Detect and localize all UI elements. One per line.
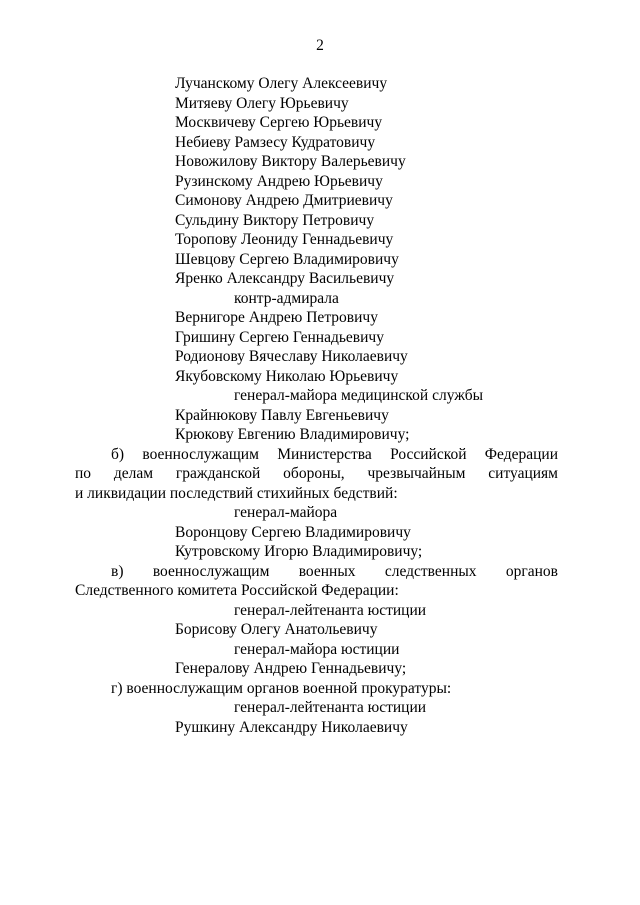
section-b-heading: б) военнослужащим Министерства Российской Федерации xyxy=(111,446,558,463)
awardee-name: Борисову Олегу Анатольевичу xyxy=(175,621,378,638)
awardee-name: Шевцову Сергею Владимировичу xyxy=(175,251,399,268)
awardee-name: Новожилову Виктору Валерьевичу xyxy=(175,153,406,170)
section-g-heading: г) военнослужащим органов военной прокуратуры: xyxy=(111,680,452,697)
awardee-name: Кутровскому Игорю Владимировичу; xyxy=(175,543,423,560)
section-v-heading: Следственного комитета Российской Федерации: xyxy=(75,582,399,599)
awardee-name: Москвичеву Сергею Юрьевичу xyxy=(175,114,383,131)
awardee-name: Генералову Андрею Геннадьевичу; xyxy=(175,660,407,677)
awardee-name: Вернигоре Андрею Петровичу xyxy=(175,309,378,326)
awardee-name: Рушкину Александру Николаевичу xyxy=(175,719,408,736)
awardee-name: Якубовскому Николаю Юрьевичу xyxy=(175,368,399,385)
rank-heading: генерал-лейтенанта юстиции xyxy=(234,699,427,716)
awardee-name: Сульдину Виктору Петровичу xyxy=(175,212,375,229)
awardee-name: Воронцову Сергею Владимировичу xyxy=(175,524,411,541)
awardee-name: Митяеву Олегу Юрьевичу xyxy=(175,95,349,112)
rank-heading: генерал-майора медицинской службы xyxy=(234,387,484,404)
awardee-name: Крюкову Евгению Владимировичу; xyxy=(175,426,410,443)
awardee-name: Яренко Александру Васильевичу xyxy=(175,270,395,287)
awardee-name: Родионову Вячеславу Николаевичу xyxy=(175,348,408,365)
rank-heading: генерал-майора xyxy=(234,504,338,521)
section-b-heading: и ликвидации последствий стихийных бедствий: xyxy=(75,485,398,502)
page-number: 2 xyxy=(316,37,324,54)
rank-heading: генерал-лейтенанта юстиции xyxy=(234,602,427,619)
awardee-name: Рузинскому Андрею Юрьевичу xyxy=(175,173,383,190)
awardee-name: Торопову Леониду Геннадьевичу xyxy=(175,231,394,248)
section-v-heading: в) военнослужащим военных следственных органов xyxy=(111,563,558,580)
awardee-name: Гришину Сергею Геннадьевичу xyxy=(175,329,384,346)
awardee-name: Крайнюкову Павлу Евгеньевичу xyxy=(175,407,389,424)
awardee-name: Лучанскому Олегу Алексеевичу xyxy=(175,75,388,92)
section-b-heading: по делам гражданской обороны, чрезвычайным ситуациям xyxy=(75,465,558,482)
awardee-name: Симонову Андрею Дмитриевичу xyxy=(175,192,393,209)
awardee-name: Небиеву Рамзесу Кудратовичу xyxy=(175,134,376,151)
rank-heading: генерал-майора юстиции xyxy=(234,641,400,658)
rank-heading: контр-адмирала xyxy=(234,290,339,307)
